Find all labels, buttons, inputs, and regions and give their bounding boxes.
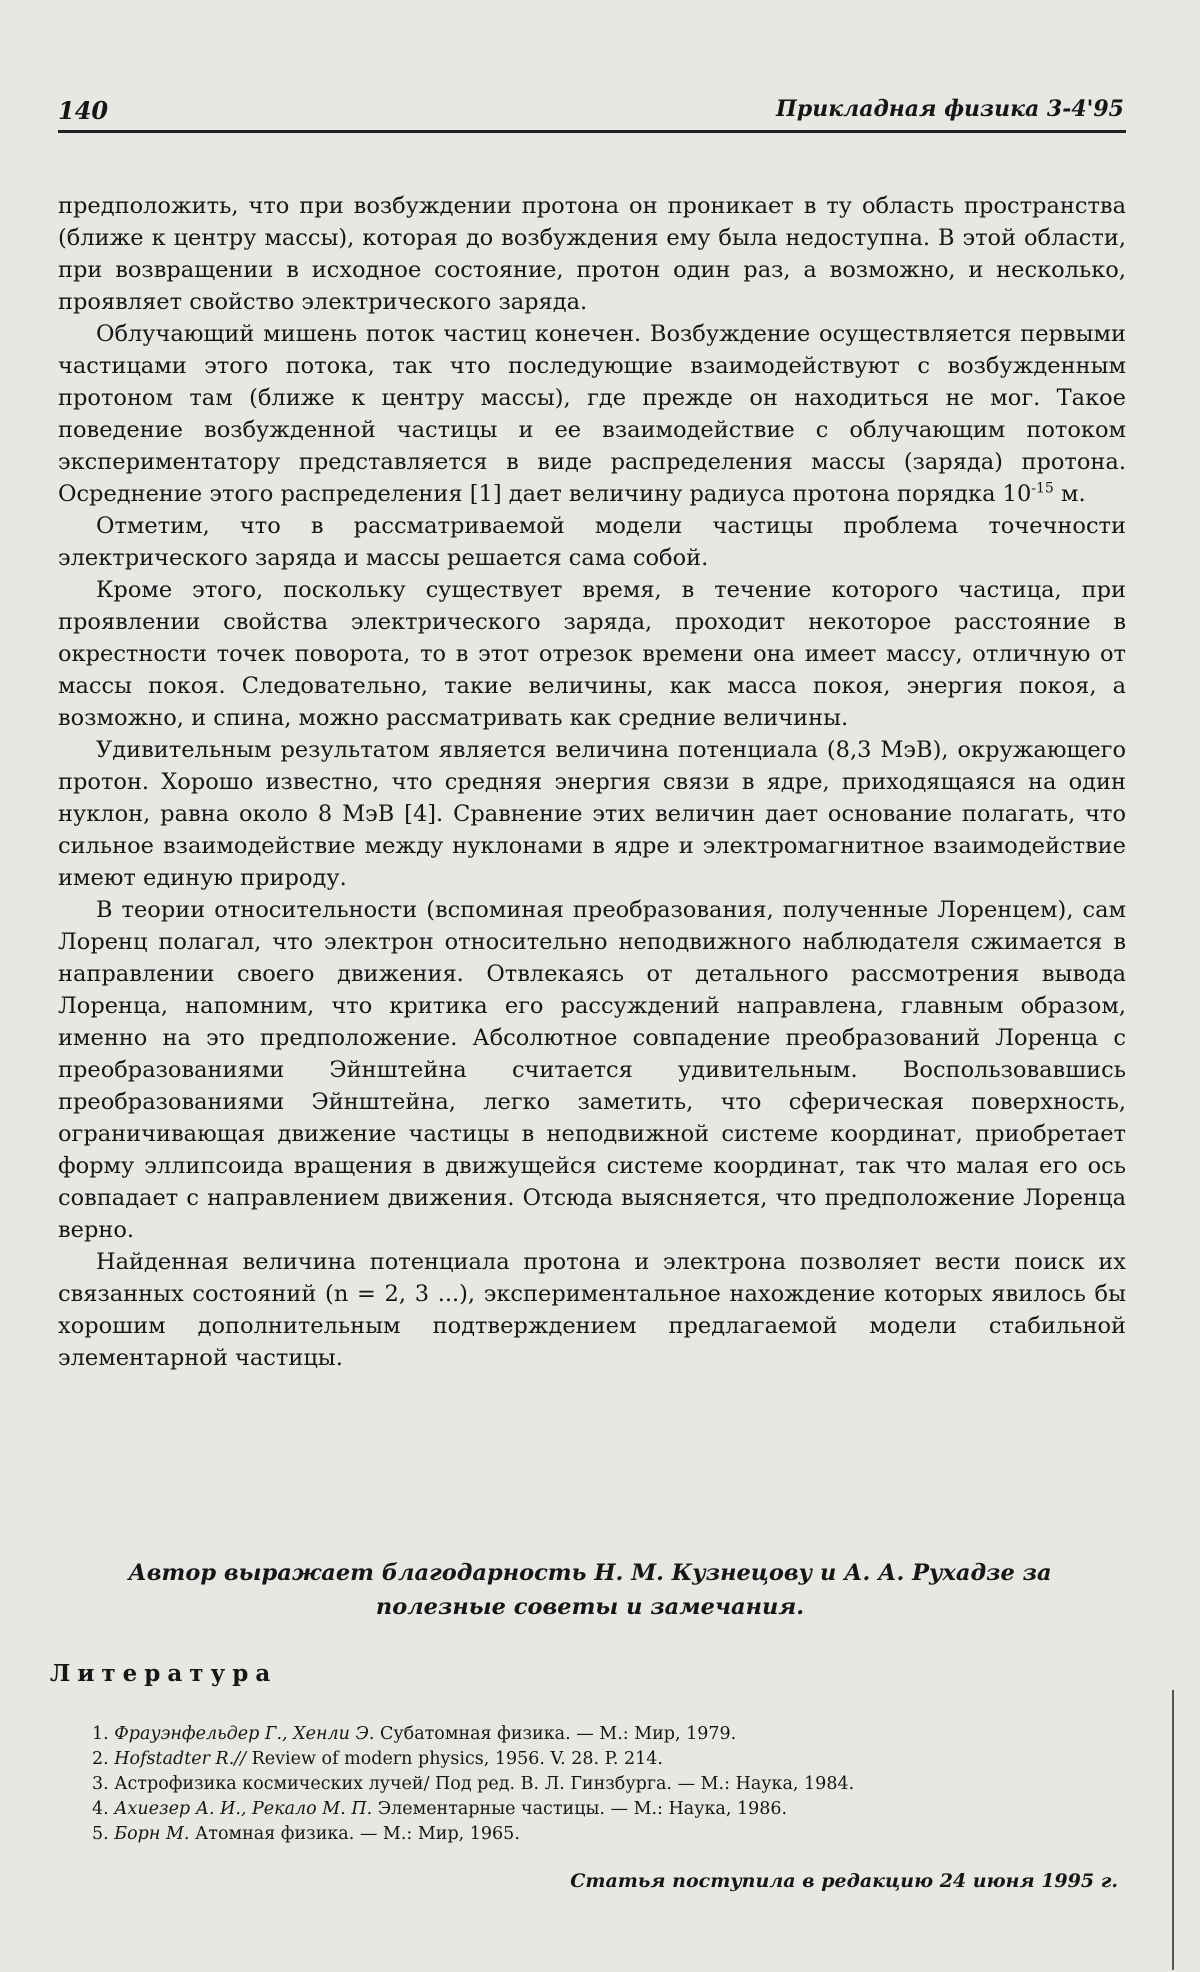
page-header <box>58 92 1126 133</box>
paragraph-5: Удивительным результатом является величина потенциала (8,3 МэВ), окружающего протон. Хорошо известно, что средняя энергия связи в ядре, приходящаяся на один нуклон, равна около 8 МэВ [4]. Сравнение этих величин дает основание полагать, что сильное взаимодействие между нуклонами в ядре и электромагнитное взаимодействие имеют единую природу. <box>58 737 1126 891</box>
reference-item <box>92 1797 1052 1822</box>
references-heading: Литература <box>50 1660 278 1687</box>
paragraph-6: В теории относительности (вспоминая преобразования, полученные Лоренцем), сам Лоренц полагал, что электрон относительно неподвижного наблюдателя сжимается в направлении своего движения. Отвлекаясь от детального рассмотрения вывода Лоренца, напомним, что критика его рассуждений направлена, главным образом, именно на это предположение. Абсолютное совпадение преобразований Лоренца с преобразованиями Эйнштейна считается удивительным. Воспользовавшись преобразованиями Эйнштейна, легко заметить, что сферическая поверхность, ограничивающая движение частицы в неподвижной системе координат, приобретает форму эллипсоида вращения в движущейся системе координат, так что малая его ось совпадает с направлением движения. Отсюда выясняется, что предположение Лоренца верно. <box>58 897 1126 1243</box>
reference-text: Субатомная физика. — М.: Мир, 1979. <box>374 1724 737 1744</box>
reference-author: Фрауэнфельдер Г., Хенли Э. <box>114 1724 375 1744</box>
paragraph-4: Кроме этого, поскольку существует время, в течение которого частица, при проявлении свойства электрического заряда, проходит некоторое расстояние в окрестности точек поворота, то в этот отрезок времени она имеет массу, отличную от массы покоя. Следовательно, такие величины, как масса покоя, энергия покоя, а возможно, и спина, можно рассматривать как средние величины. <box>58 577 1126 731</box>
reference-item <box>92 1747 1052 1772</box>
paragraph-2-tail: м. <box>1053 481 1086 507</box>
reference-item <box>92 1822 1052 1847</box>
reference-number: 5. <box>92 1824 109 1844</box>
reference-item <box>92 1722 1052 1747</box>
acknowledgment: Автор выражает благодарность Н. М. Кузнецову и А. А. Рухадзе за полезные советы и замечания. <box>128 1560 1052 1620</box>
received-note: Статья поступила в редакцию 24 июня 1995 г. <box>570 1870 1118 1892</box>
reference-item <box>92 1772 1052 1797</box>
paragraph-2-text: Облучающий мишень поток частиц конечен. Возбуждение осуществляется первыми частицами этого потока, так что последующие взаимодействуют с возбужденным протоном там (ближе к центру массы), где прежде он находиться не мог. Такое поведение возбужденной частицы и ее взаимодействие с облучающим потоком экспериментатору представляется в виде распределения массы (заряда) протона. Осреднение этого распределения [1] дает величину радиуса протона порядка 10 <box>58 321 1126 507</box>
reference-text: Астрофизика космических лучей/ Под ред. В. Л. Гинзбурга. — М.: Наука, 1984. <box>114 1774 855 1794</box>
article-body <box>58 190 1126 1374</box>
reference-text: Атомная физика. — М.: Мир, 1965. <box>189 1824 520 1844</box>
reference-text: Review of modern physics, 1956. V. 28. P. 214. <box>246 1749 663 1769</box>
exponent: -15 <box>1031 480 1054 497</box>
page-number: 140 <box>58 96 109 125</box>
reference-number: 1. <box>92 1724 109 1744</box>
paragraph-7: Найденная величина потенциала протона и электрона позволяет вести поиск их связанных состояний (n = 2, 3 ...), экспериментальное нахождение которых явилось бы хорошим дополнительным подтверждением предлагаемой модели стабильной элементарной частицы. <box>58 1249 1126 1371</box>
reference-author: Hofstadter R.// <box>114 1749 247 1769</box>
reference-number: 4. <box>92 1799 109 1819</box>
scan-edge-line <box>1172 1690 1174 1970</box>
reference-list <box>92 1722 1052 1847</box>
paragraph-3: Отметим, что в рассматриваемой модели частицы проблема точечности электрического заряда и массы решается сама собой. <box>58 513 1126 571</box>
paragraph-1: предположить, что при возбуждении протона он проникает в ту область пространства (ближе к центру массы), которая до возбуждения ему была недоступна. В этой области, при возвращении в исходное состояние, протон один раз, а возможно, и несколько, проявляет свойство электрического заряда. <box>58 193 1126 315</box>
reference-number: 2. <box>92 1749 109 1769</box>
reference-author: Ахиезер А. И., Рекало М. П. <box>114 1799 373 1819</box>
journal-title: Прикладная физика 3-4'95 <box>776 96 1124 122</box>
reference-number: 3. <box>92 1774 109 1794</box>
reference-author: Борн М. <box>114 1824 190 1844</box>
paragraph-2 <box>58 318 1126 510</box>
reference-text: Элементарные частицы. — М.: Наука, 1986. <box>372 1799 788 1819</box>
